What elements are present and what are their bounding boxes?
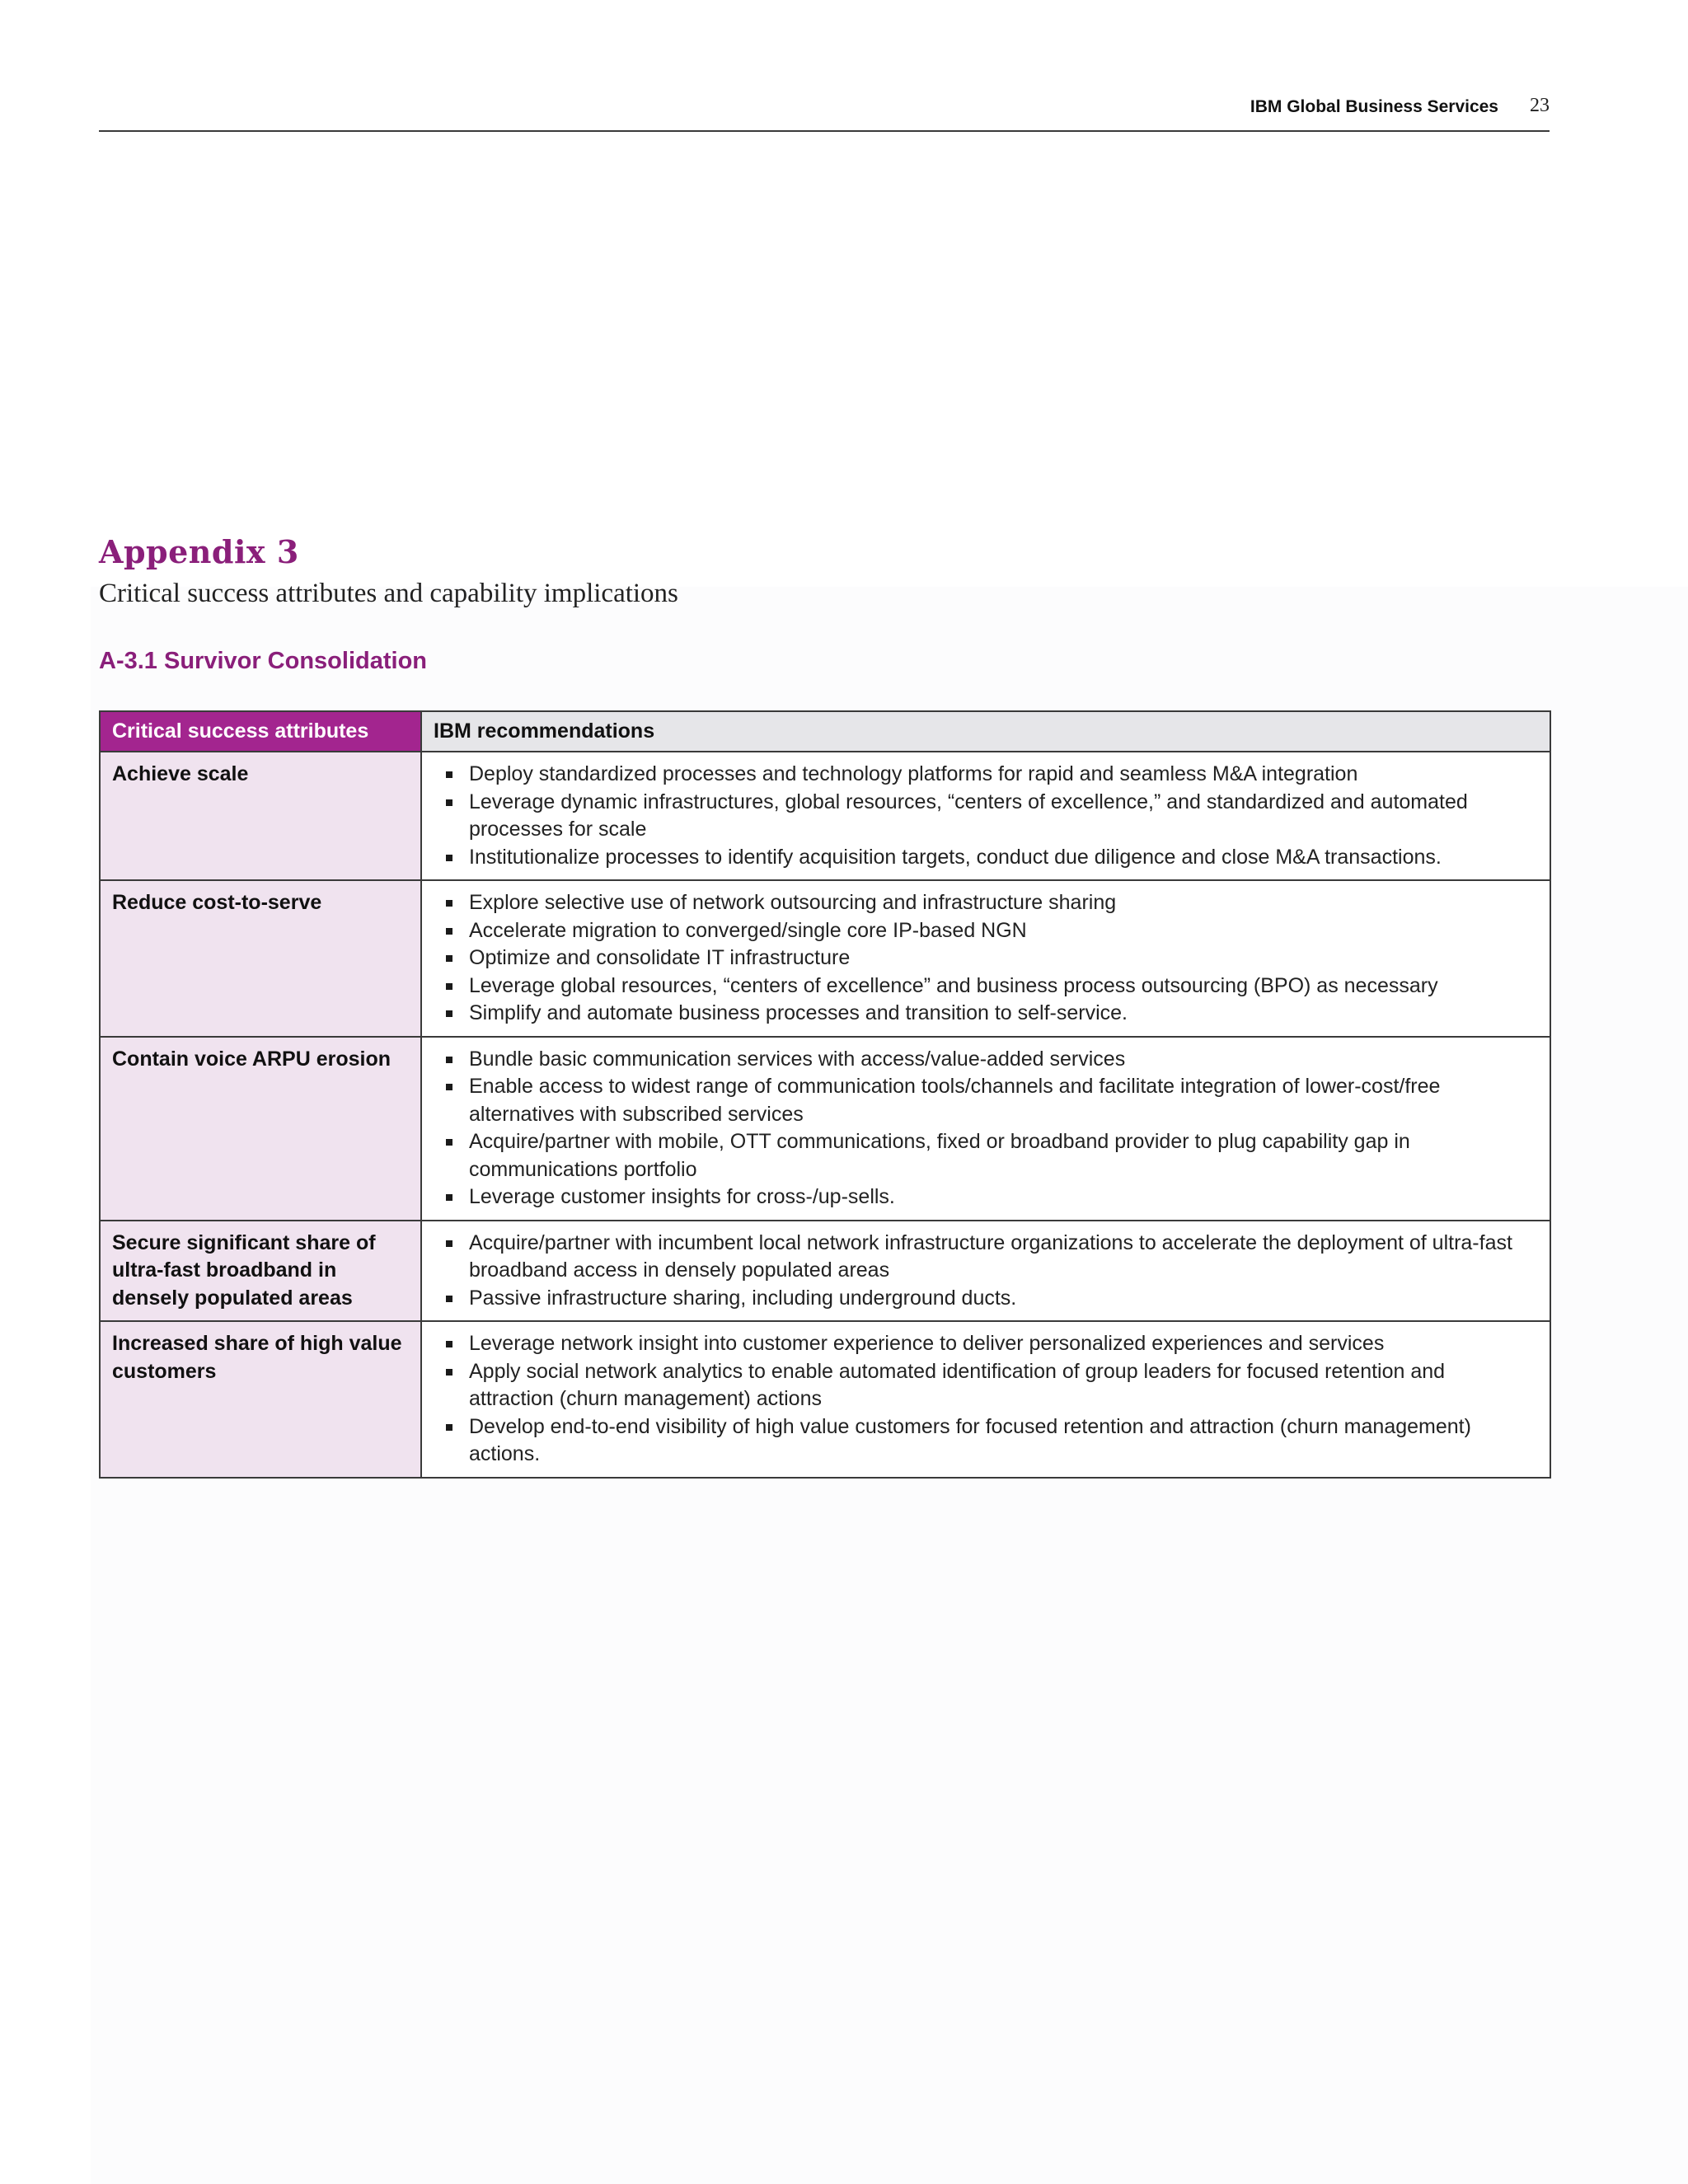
section-heading: A-3.1 Survivor Consolidation: [99, 648, 427, 674]
attribute-cell: Contain voice ARPU erosion: [100, 1037, 421, 1221]
success-attributes-table: [99, 710, 1551, 1479]
column-header-attributes: Critical success attributes: [100, 711, 421, 752]
recommendation-item: Apply social network analytics to enable automated identification of group leaders for focused retention and attraction (churn management) actions: [434, 1358, 1533, 1413]
recommendation-item: Bundle basic communication services with access/value-added services: [434, 1046, 1533, 1074]
recommendations-cell: [421, 880, 1550, 1037]
column-header-recommendations: IBM recommendations: [421, 711, 1550, 752]
attribute-cell: Increased share of high value customers: [100, 1321, 421, 1478]
recommendation-list: [434, 1330, 1533, 1469]
attribute-cell: Secure significant share of ultra-fast broadband in densely populated areas: [100, 1221, 421, 1322]
recommendation-item: Passive infrastructure sharing, including underground ducts.: [434, 1285, 1533, 1313]
recommendation-item: Optimize and consolidate IT infrastructure: [434, 944, 1533, 972]
recommendations-cell: [421, 752, 1550, 880]
table-row: [100, 1037, 1550, 1221]
recommendation-item: Leverage customer insights for cross-/up-sells.: [434, 1183, 1533, 1212]
recommendation-item: Deploy standardized processes and technology platforms for rapid and seamless M&A integration: [434, 761, 1533, 789]
recommendation-item: Develop end-to-end visibility of high value customers for focused retention and attraction (churn management) actions.: [434, 1413, 1533, 1469]
recommendation-item: Leverage dynamic infrastructures, global resources, “centers of excellence,” and standardized and automated processes for scale: [434, 789, 1533, 844]
page-number: 23: [1530, 95, 1550, 116]
recommendation-item: Acquire/partner with incumbent local network infrastructure organizations to accelerate the deployment of ultra-fast broadband access in densely populated areas: [434, 1230, 1533, 1285]
table-row: [100, 752, 1550, 880]
attribute-cell: Reduce cost-to-serve: [100, 880, 421, 1037]
recommendation-list: [434, 1046, 1533, 1212]
appendix-subtitle: Critical success attributes and capability implications: [99, 579, 678, 608]
running-header: [99, 89, 1550, 132]
recommendation-list: [434, 889, 1533, 1028]
recommendation-item: Simplify and automate business processes and transition to self-service.: [434, 1000, 1533, 1028]
recommendation-item: Enable access to widest range of communication tools/channels and facilitate integration of lower-cost/free alternatives with subscribed services: [434, 1073, 1533, 1128]
table-header-row: [100, 711, 1550, 752]
recommendations-cell: [421, 1221, 1550, 1322]
table-row: [100, 880, 1550, 1037]
recommendation-item: Acquire/partner with mobile, OTT communications, fixed or broadband provider to plug capability gap in communications portfolio: [434, 1128, 1533, 1183]
recommendations-cell: [421, 1321, 1550, 1478]
recommendation-list: [434, 761, 1533, 871]
header-section-name: IBM Global Business Services: [1250, 97, 1498, 116]
recommendation-item: Accelerate migration to converged/single core IP-based NGN: [434, 917, 1533, 945]
recommendation-item: Leverage global resources, “centers of excellence” and business process outsourcing (BPO) as necessary: [434, 972, 1533, 1001]
recommendation-item: Institutionalize processes to identify acquisition targets, conduct due diligence and close M&A transactions.: [434, 844, 1533, 872]
recommendation-list: [434, 1230, 1533, 1313]
recommendation-item: Explore selective use of network outsourcing and infrastructure sharing: [434, 889, 1533, 917]
recommendation-item: Leverage network insight into customer experience to deliver personalized experiences and services: [434, 1330, 1533, 1358]
appendix-title: Appendix 3: [99, 533, 299, 570]
table-body: [100, 752, 1550, 1478]
recommendations-cell: [421, 1037, 1550, 1221]
table-row: [100, 1321, 1550, 1478]
attribute-cell: Achieve scale: [100, 752, 421, 880]
table-row: [100, 1221, 1550, 1322]
